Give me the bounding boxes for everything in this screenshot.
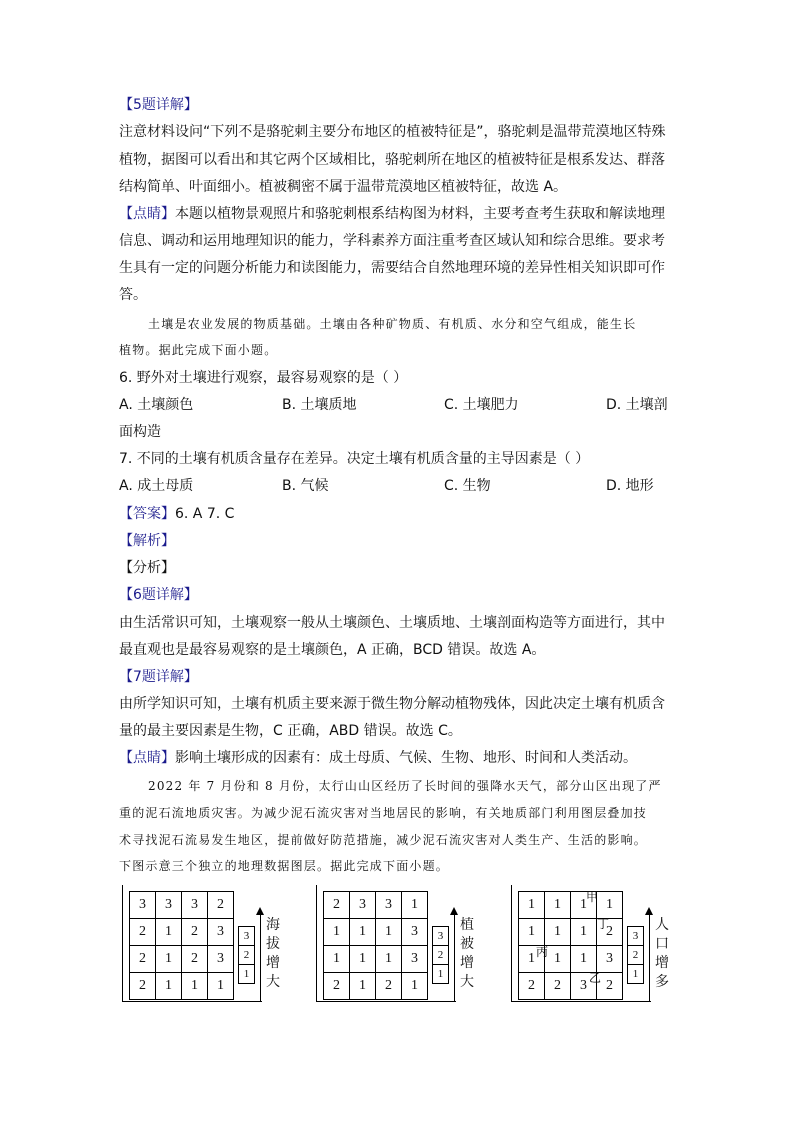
grid-cell: 1 <box>545 919 571 946</box>
legend-cell: 2 <box>628 946 644 965</box>
grid-cell: 1 <box>350 973 376 1000</box>
grid-cell: 2 <box>130 919 156 946</box>
mark-ding: 丁 <box>597 917 610 931</box>
grid-cell: 2 <box>208 892 234 919</box>
grid-cell: 2 <box>597 973 623 1000</box>
legend-cell: 3 <box>628 927 644 946</box>
grid-cell: 3 <box>597 946 623 973</box>
q7-option-b[interactable]: B. 气候 <box>282 478 329 494</box>
label-char: 人 <box>655 917 669 933</box>
grid-cell: 1 <box>402 973 428 1000</box>
dianjing-2-heading: 【点睛】 <box>119 750 175 766</box>
grid-cell: 3 <box>208 919 234 946</box>
grid-cell: 2 <box>545 973 571 1000</box>
grid-cell: 1 <box>156 946 182 973</box>
grid-cell: 2 <box>130 973 156 1000</box>
grid-cell: 1 <box>571 919 597 946</box>
grid-cell: 3 <box>376 892 402 919</box>
grid-cell: 1 <box>182 973 208 1000</box>
grid-cell: 1 <box>156 973 182 1000</box>
label-char: 多 <box>655 974 669 990</box>
q7-detail-line: 量的最主要因素是生物，C 正确，ABD 错误。故选 C。 <box>119 723 462 739</box>
grid-cell: 3 <box>350 892 376 919</box>
legend-cell: 1 <box>433 965 449 984</box>
grid-cell: 1 <box>156 919 182 946</box>
dianjing-2-text: 影响土壤形成的因素有：成土母质、气候、生物、地形、时间和人类活动。 <box>175 750 637 766</box>
label-char: 被 <box>460 936 474 952</box>
figure-axis-y <box>316 885 317 1002</box>
grid-cell: 1 <box>208 973 234 1000</box>
grid-cell: 1 <box>519 946 545 973</box>
elevation-grid <box>129 891 234 1000</box>
population-label <box>654 916 670 992</box>
jiexi-heading: 【解析】 <box>119 533 175 549</box>
vegetation-label <box>459 916 475 992</box>
grid-cell: 1 <box>324 919 350 946</box>
dianjing-1-heading: 【点睛】 <box>119 206 175 222</box>
figure-elevation <box>120 885 290 1005</box>
fenxi-heading: 【分析】 <box>119 560 175 576</box>
label-char: 植 <box>460 917 474 933</box>
vegetation-grid <box>323 891 428 1000</box>
grid-cell: 1 <box>545 946 571 973</box>
grid-cell: 1 <box>376 919 402 946</box>
material-2-line: 术寻找泥石流易发生地区，提前做好防范措施，减少泥石流灾害对人类生产、生活的影响。 <box>119 833 648 847</box>
mark-yi: 乙 <box>589 971 602 985</box>
grid-cell: 1 <box>571 946 597 973</box>
q6-option-c[interactable]: C. 土壤肥力 <box>444 397 519 413</box>
q6-option-d-cont: 面构造 <box>119 424 161 440</box>
grid-cell: 3 <box>208 946 234 973</box>
population-legend <box>627 926 644 984</box>
elevation-legend <box>238 926 255 984</box>
q7-stem: 7. 不同的土壤有机质含量存在差异。决定土壤有机质含量的主导因素是（ ） <box>119 451 590 467</box>
grid-cell: 2 <box>519 973 545 1000</box>
material-2-line: 下图示意三个独立的地理数据图层。据此完成下面小题。 <box>119 859 450 873</box>
grid-cell: 1 <box>376 946 402 973</box>
label-char: 拔 <box>266 936 280 952</box>
grid-cell: 1 <box>519 892 545 919</box>
q6-detail-heading: 【6题详解】 <box>119 587 198 603</box>
dianjing-1-text-line: 答。 <box>119 287 147 303</box>
grid-cell: 3 <box>182 892 208 919</box>
q6-option-b[interactable]: B. 土壤质地 <box>282 397 357 413</box>
legend-cell: 3 <box>239 927 255 946</box>
q7-detail-line: 由所学知识可知，土壤有机质主要来源于微生物分解动植物残体，因此决定土壤有机质含 <box>119 696 665 712</box>
dianjing-1 <box>119 204 665 224</box>
q7-option-c[interactable]: C. 生物 <box>444 478 491 494</box>
grid-cell: 3 <box>402 919 428 946</box>
q7-option-a[interactable]: A. 成土母质 <box>119 478 194 494</box>
grid-cell: 2 <box>597 919 623 946</box>
material-2-line: 重的泥石流地质灾害。为减少泥石流灾害对当地居民的影响，有关地质部门利用图层叠加技 <box>119 806 648 820</box>
label-char: 大 <box>266 974 280 990</box>
figure-axis-y <box>511 885 512 1002</box>
grid-cell: 2 <box>182 946 208 973</box>
answer <box>119 504 234 524</box>
answer-text: 6. A 7. C <box>175 506 235 522</box>
label-char: 增 <box>266 955 280 971</box>
legend-cell: 2 <box>433 946 449 965</box>
grid-cell: 3 <box>402 946 428 973</box>
elevation-label <box>265 916 281 992</box>
mark-bing: 丙 <box>536 945 549 959</box>
dianjing-1-text-line: 信息、调动和运用地理知识的能力，学科素养方面注重考查区域认知和综合思维。要求考 <box>119 233 665 249</box>
arrow-shaft <box>454 913 455 1002</box>
figure-axis-x <box>316 1001 456 1002</box>
figure-axis-x <box>122 1001 262 1002</box>
q7-option-d[interactable]: D. 地形 <box>606 478 654 494</box>
answer-heading: 【答案】 <box>119 506 175 522</box>
population-grid <box>518 891 623 1000</box>
dianjing-1-text-line: 生具有一定的问题分析能力和读图能力，需要结合自然地理环境的差异性相关知识即可作 <box>119 260 665 276</box>
label-char: 大 <box>460 974 474 990</box>
grid-cell: 3 <box>571 973 597 1000</box>
grid-cell: 1 <box>597 892 623 919</box>
grid-cell: 2 <box>324 892 350 919</box>
legend-cell: 2 <box>239 946 255 965</box>
material-1-line: 植物。据此完成下面小题。 <box>119 343 278 357</box>
grid-cell: 2 <box>376 973 402 1000</box>
q6-detail-line: 最直观也是最容易观察的是土壤颜色，A 正确，BCD 错误。故选 A。 <box>119 642 546 658</box>
label-char: 增 <box>655 955 669 971</box>
q6-detail-line: 由生活常识可知，土壤观察一般从土壤颜色、土壤质地、土壤剖面构造等方面进行，其中 <box>119 615 665 631</box>
grid-cell: 1 <box>350 919 376 946</box>
grid-cell: 1 <box>571 892 597 919</box>
q5-heading: 【5题详解】 <box>119 97 198 113</box>
figure-axis-x <box>511 1001 651 1002</box>
grid-cell: 2 <box>324 973 350 1000</box>
dianjing-2 <box>119 748 637 768</box>
vegetation-legend <box>432 926 449 984</box>
label-char: 海 <box>266 917 280 933</box>
label-char: 增 <box>460 955 474 971</box>
arrow-shaft <box>260 913 261 1002</box>
label-char: 口 <box>655 936 669 952</box>
grid-cell: 2 <box>182 919 208 946</box>
legend-cell: 1 <box>239 965 255 984</box>
arrow-shaft <box>649 913 650 1002</box>
figure-vegetation <box>314 885 484 1005</box>
figure-population <box>509 885 684 1005</box>
grid-cell: 1 <box>350 946 376 973</box>
q5-text-line: 注意材料设问“下列不是骆驼刺主要分布地区的植被特征是”，骆驼刺是温带荒漠地区特殊 <box>119 124 666 140</box>
material-1-line: 土壤是农业发展的物质基础。土壤由各种矿物质、有机质、水分和空气组成，能生长 <box>148 317 637 331</box>
figure-axis-y <box>122 885 123 1002</box>
grid-cell: 1 <box>402 892 428 919</box>
q6-stem: 6. 野外对土壤进行观察，最容易观察的是（ ） <box>119 370 408 386</box>
grid-cell: 3 <box>156 892 182 919</box>
legend-cell: 3 <box>433 927 449 946</box>
q5-text-line: 结构简单、叶面细小。植被稠密不属于温带荒漠地区植被特征，故选 A。 <box>119 179 568 195</box>
mark-jia: 甲 <box>586 890 599 904</box>
dianjing-1-text: 本题以植物景观照片和骆驼刺根系结构图为材料，主要考查考生获取和解读地理 <box>175 206 665 222</box>
q5-text-line: 植物，据图可以看出和其它两个区域相比，骆驼刺所在地区的植被特征是根系发达、群落 <box>119 152 665 168</box>
grid-cell: 1 <box>545 892 571 919</box>
grid-cell: 2 <box>130 946 156 973</box>
grid-cell: 3 <box>130 892 156 919</box>
q6-option-d[interactable]: D. 土壤剖 <box>606 397 668 413</box>
legend-cell: 1 <box>628 965 644 984</box>
grid-cell: 1 <box>519 919 545 946</box>
grid-cell: 1 <box>324 946 350 973</box>
q7-detail-heading: 【7题详解】 <box>119 669 198 685</box>
material-2-line: 2022 年 7 月份和 8 月份，太行山山区经历了长时间的强降水天气，部分山区出现了严 <box>148 779 662 793</box>
q6-option-a[interactable]: A. 土壤颜色 <box>119 397 194 413</box>
